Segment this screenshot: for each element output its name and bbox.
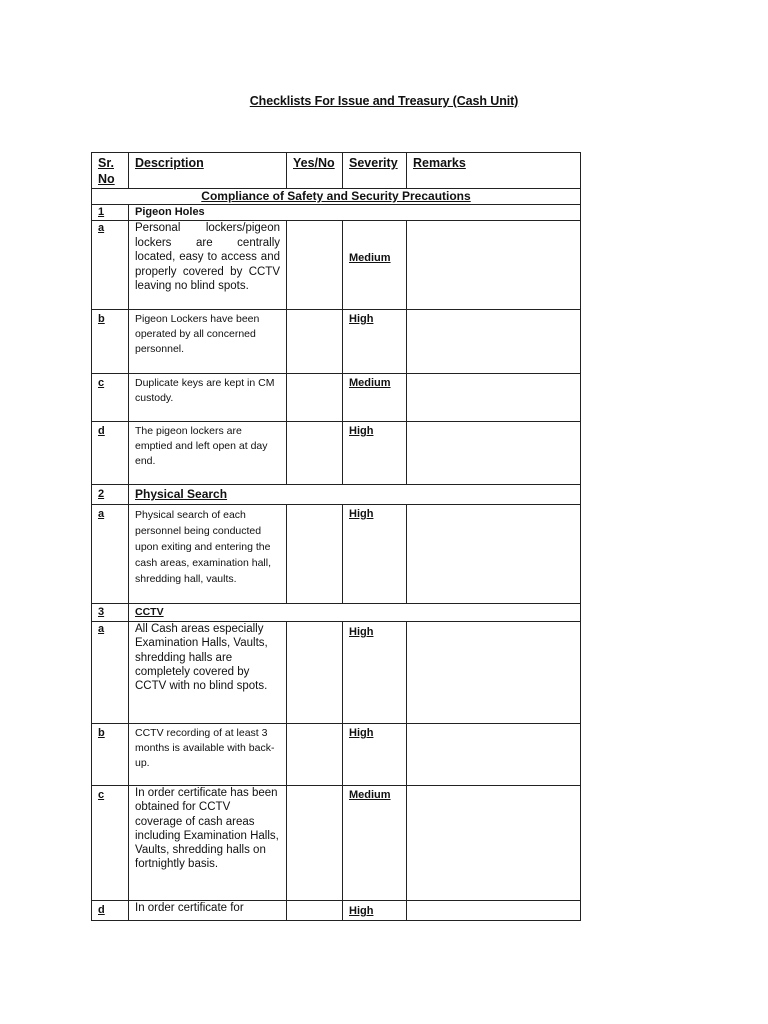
group-row (92, 485, 581, 505)
section-title: Compliance of Safety and Security Precautions (92, 189, 581, 205)
item-sr: c (92, 374, 129, 422)
group-number: 2 (92, 485, 129, 505)
table-row (92, 374, 581, 422)
item-severity: High (343, 505, 407, 604)
table-row (92, 422, 581, 485)
item-yes-no-cell[interactable] (287, 786, 343, 901)
item-remarks-cell[interactable] (407, 901, 581, 921)
header-sr-no: Sr. No (92, 153, 129, 189)
item-description: CCTV recording of at least 3 months is available with back-up. (129, 724, 287, 786)
item-description: Physical search of each personnel being conducted upon exiting and entering the cash areas, examination hall, shredding hall, vaults. (129, 505, 287, 604)
item-description: Personal lockers/pigeon lockers are centrally located, easy to access and properly covered by CCTV leaving no blind spots. (129, 221, 287, 310)
document-title: Checklists For Issue and Treasury (Cash Unit) (249, 94, 519, 108)
item-description: The pigeon lockers are emptied and left open at day end. (129, 422, 287, 485)
item-severity: Medium (343, 221, 407, 310)
table-row (92, 724, 581, 786)
item-yes-no-cell[interactable] (287, 901, 343, 921)
item-description: Duplicate keys are kept in CM custody. (129, 374, 287, 422)
item-severity: High (343, 310, 407, 374)
table-row (92, 901, 581, 921)
item-remarks-cell[interactable] (407, 422, 581, 485)
item-yes-no-cell[interactable] (287, 505, 343, 604)
header-description: Description (129, 153, 287, 189)
group-title-text: CCTV (135, 606, 164, 618)
item-severity: High (343, 724, 407, 786)
item-yes-no-cell[interactable] (287, 310, 343, 374)
item-sr: d (92, 901, 129, 921)
group-title (129, 485, 581, 505)
item-remarks-cell[interactable] (407, 622, 581, 724)
item-sr: a (92, 505, 129, 604)
table-header-row (92, 153, 581, 189)
item-description: All Cash areas especially Examination Halls, Vaults, shredding halls are completely covered by CCTV with no blind spots. (129, 622, 287, 724)
item-yes-no-cell[interactable] (287, 374, 343, 422)
group-number: 1 (92, 205, 129, 221)
table-row (92, 505, 581, 604)
item-severity: High (343, 622, 407, 724)
table-row (92, 622, 581, 724)
item-severity: High (343, 422, 407, 485)
item-sr: a (92, 221, 129, 310)
item-remarks-cell[interactable] (407, 310, 581, 374)
item-sr: d (92, 422, 129, 485)
item-yes-no-cell[interactable] (287, 724, 343, 786)
group-row (92, 205, 581, 221)
group-title-text: Physical Search (135, 487, 228, 501)
item-sr: b (92, 310, 129, 374)
group-title-text: Pigeon Holes (135, 206, 205, 218)
group-number: 3 (92, 604, 129, 622)
header-remarks: Remarks (407, 153, 581, 189)
item-remarks-cell[interactable] (407, 786, 581, 901)
group-title (129, 604, 581, 622)
item-remarks-cell[interactable] (407, 221, 581, 310)
checklist-table (91, 152, 581, 921)
item-remarks-cell[interactable] (407, 374, 581, 422)
item-sr: c (92, 786, 129, 901)
item-yes-no-cell[interactable] (287, 622, 343, 724)
group-row (92, 604, 581, 622)
header-severity: Severity (343, 153, 407, 189)
header-yes-no: Yes/No (287, 153, 343, 189)
section-row (92, 189, 581, 205)
item-remarks-cell[interactable] (407, 724, 581, 786)
table-row (92, 310, 581, 374)
item-sr: a (92, 622, 129, 724)
item-severity: Medium (343, 374, 407, 422)
item-description: In order certificate for (129, 901, 287, 921)
item-severity: High (343, 901, 407, 921)
item-description: In order certificate has been obtained for CCTV coverage of cash areas including Examination Halls, Vaults, shredding halls on fortnightly basis. (129, 786, 287, 901)
group-title (129, 205, 581, 221)
item-description: Pigeon Lockers have been operated by all concerned personnel. (129, 310, 287, 374)
item-yes-no-cell[interactable] (287, 221, 343, 310)
item-sr: b (92, 724, 129, 786)
table-row (92, 221, 581, 310)
item-remarks-cell[interactable] (407, 505, 581, 604)
item-yes-no-cell[interactable] (287, 422, 343, 485)
item-severity: Medium (343, 786, 407, 901)
table-row (92, 786, 581, 901)
